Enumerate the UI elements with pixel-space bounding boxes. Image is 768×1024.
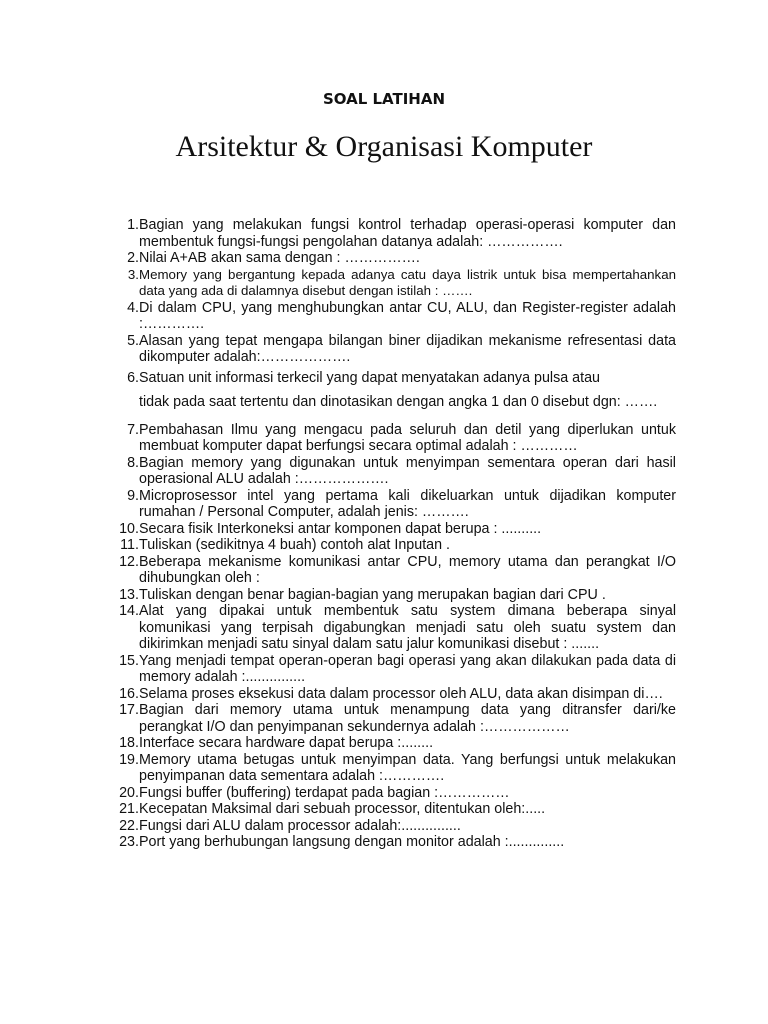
- question-text: Satuan unit informasi terkecil yang dapat menyatakan adanya pulsa atau tidak pada saat tertentu dan dinotasikan dengan angka 1 dan 0 disebut dgn: …….: [139, 369, 658, 410]
- question-item: [108, 366, 676, 414]
- question-item: [108, 702, 676, 735]
- question-text: Tuliskan (sedikitnya 4 buah) contoh alat Inputan .: [139, 537, 451, 553]
- question-item: [108, 333, 676, 366]
- document-title: Arsitektur & Organisasi Komputer: [175, 130, 593, 163]
- question-item: [108, 686, 676, 703]
- question-number: 10 .: [108, 521, 139, 538]
- question-item: [108, 834, 676, 851]
- question-number: 21 .: [108, 801, 139, 818]
- question-number: 22 .: [108, 818, 139, 835]
- question-text: Bagian dari memory utama untuk menampung data yang ditransfer dari/ke perangkat I/O dan penyimpanan sekundernya adalah :………………: [139, 702, 676, 735]
- question-item: [108, 752, 676, 785]
- question-item: [108, 801, 676, 818]
- question-number: 9 .: [108, 488, 139, 521]
- question-number: 7 .: [108, 422, 139, 455]
- question-number: 4 .: [108, 300, 139, 333]
- question-item: [108, 422, 676, 455]
- question-number: 12 .: [108, 554, 139, 587]
- question-text: Memory yang bergantung kepada adanya catu daya listrik untuk bisa mempertahankan data yang ada di dalamnya disebut dengan istilah : …….: [139, 266, 676, 298]
- question-number: 17 .: [108, 702, 139, 735]
- question-text: Selama proses eksekusi data dalam processor oleh ALU, data akan disimpan di….: [139, 685, 663, 702]
- question-text: Memory utama betugas untuk menyimpan data. Yang berfungsi untuk melakukan penyimpanan data sementara adalah :………….: [139, 751, 676, 784]
- question-item: [108, 488, 676, 521]
- question-number: 8 .: [108, 455, 139, 488]
- question-number: 15 .: [108, 653, 139, 686]
- question-text: Bagian yang melakukan fungsi kontrol terhadap operasi-operasi komputer dan membentuk fungsi-fungsi pengolahan datanya adalah: …………….: [139, 217, 676, 250]
- question-item: [108, 217, 676, 250]
- question-item: [108, 785, 676, 802]
- question-number: 16 .: [108, 686, 139, 703]
- question-number: 3 .: [108, 267, 139, 300]
- question-item: [108, 537, 676, 554]
- question-text: Secara fisik Interkoneksi antar komponen dapat berupa : ..........: [139, 520, 542, 537]
- question-item: [108, 250, 676, 267]
- question-item: [108, 455, 676, 488]
- question-text: Kecepatan Maksimal dari sebuah processor, ditentukan oleh:.....: [139, 801, 546, 817]
- question-text: Bagian memory yang digunakan untuk menyimpan sementara operan dari hasil operasional ALU adalah :……………….: [139, 454, 676, 487]
- question-number: 2 .: [108, 250, 139, 267]
- question-number: 11 .: [108, 537, 139, 554]
- question-item: [108, 653, 676, 686]
- question-list: [108, 217, 676, 851]
- question-text: Interface secara hardware dapat berupa :........: [139, 735, 434, 751]
- question-text: Yang menjadi tempat operan-operan bagi operasi yang akan dilakukan pada data di memory adalah :...............: [139, 652, 676, 685]
- question-text: Port yang berhubungan langsung dengan monitor adalah :..............: [139, 834, 565, 850]
- question-text: Beberapa mekanisme komunikasi antar CPU, memory utama dan perangkat I/O dihubungkan oleh :: [139, 553, 676, 586]
- question-number: 20 .: [108, 785, 139, 802]
- question-item: [108, 267, 676, 300]
- question-text: Nilai A+AB akan sama dengan : …………….: [139, 250, 420, 266]
- question-number: 13 .: [108, 587, 139, 604]
- question-item: [108, 521, 676, 538]
- question-number: 18 .: [108, 735, 139, 752]
- question-text: Alat yang dipakai untuk membentuk satu system dimana beberapa sinyal komunikasi yang terpisah digabungkan menjadi satu oleh suatu system dan dikirimkan menjadi satu sinyal dalam satu jalur komunikasi disebut : .......: [139, 603, 676, 652]
- spacer: [108, 414, 676, 422]
- question-number: 6 .: [108, 366, 139, 414]
- question-text: Alasan yang tepat mengapa bilangan biner dijadikan mekanisme refresentasi data dikomputer adalah:……………….: [139, 332, 676, 365]
- question-text: Microprosessor intel yang pertama kali dikeluarkan untuk dijadikan komputer rumahan / Personal Computer, adalah jenis: ……….: [139, 487, 676, 520]
- question-text: Tuliskan dengan benar bagian-bagian yang merupakan bagian dari CPU .: [139, 586, 606, 603]
- question-text: Pembahasan Ilmu yang mengacu pada seluruh dan detil yang diperlukan untuk membuat komputer dapat berfungsi secara optimal adalah : …………: [139, 421, 676, 454]
- question-item: [108, 587, 676, 604]
- question-item: [108, 735, 676, 752]
- question-item: [108, 554, 676, 587]
- question-item: [108, 818, 676, 835]
- question-item: [108, 300, 676, 333]
- document-label: SOAL LATIHAN: [322, 90, 446, 108]
- question-number: 5 .: [108, 333, 139, 366]
- question-text: Fungsi dari ALU dalam processor adalah:...............: [139, 817, 461, 834]
- question-number: 19 .: [108, 752, 139, 785]
- question-text: Fungsi buffer (buffering) terdapat pada bagian :……………: [139, 784, 510, 801]
- question-item: [108, 603, 676, 653]
- question-number: 1 .: [108, 217, 139, 250]
- question-number: 23 .: [108, 834, 139, 851]
- question-text: Di dalam CPU, yang menghubungkan antar CU, ALU, dan Register-register adalah :………….: [139, 299, 676, 332]
- question-number: 14 .: [108, 603, 139, 653]
